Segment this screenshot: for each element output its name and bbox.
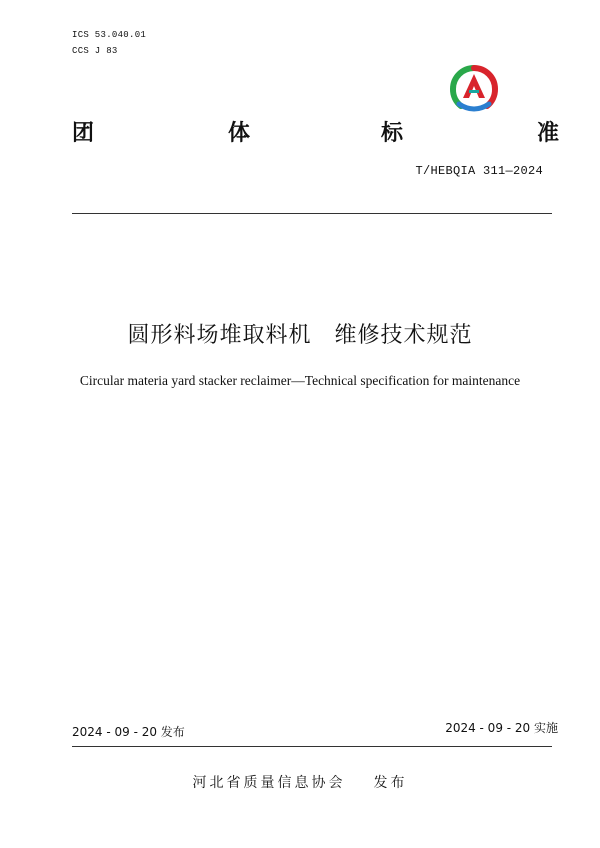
title-english: Circular materia yard stacker reclaimer—Technical specification for maintenance <box>79 373 521 388</box>
category-char: 准 <box>537 121 560 146</box>
divider <box>72 213 552 214</box>
divider <box>72 746 552 747</box>
title-chinese: 圆形料场堆取料机 维修技术规范 <box>127 323 473 348</box>
document-number: T/HEBQIA 311—2024 <box>415 164 543 178</box>
issuer-action: 发布 <box>373 775 408 791</box>
category-char: 标 <box>381 121 404 146</box>
category-char: 体 <box>228 121 251 146</box>
issuer-line <box>0 772 600 792</box>
publish-date: 2024 - 09 - 20 发布 <box>72 725 185 739</box>
implement-date: 2024 - 09 - 20 实施 <box>445 721 558 735</box>
ccs-code: CCS J 83 <box>72 46 118 56</box>
issuer-organization: 河北省质量信息协会 <box>192 775 346 791</box>
ics-code: ICS 53.040.01 <box>72 30 147 40</box>
category-char: 团 <box>72 121 95 146</box>
association-logo-icon <box>447 64 501 114</box>
